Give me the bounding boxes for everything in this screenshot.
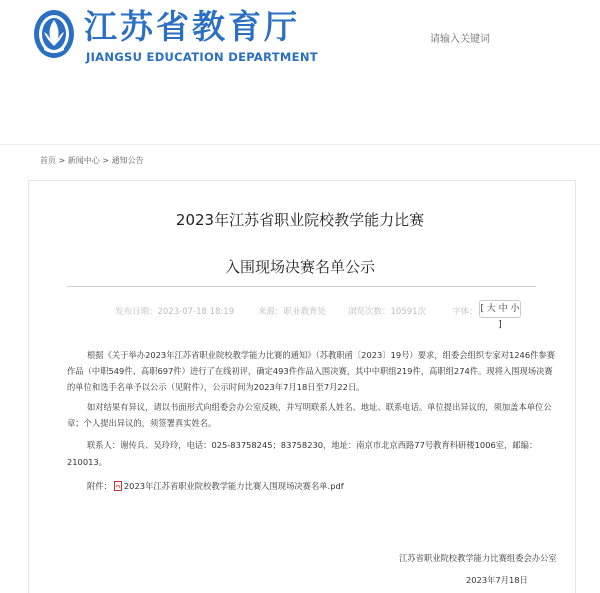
publish-date: 发布日期：2023-07-18 18:19 — [115, 307, 235, 317]
paragraph-line: 210013。 — [67, 457, 107, 467]
article-title-line1: 2023年江苏省职业院校教学能力比赛 — [175, 211, 425, 229]
attachment-label: 附件： — [87, 481, 112, 491]
view-count: 浏览次数：10591次 — [348, 307, 427, 317]
article-title-line2: 入围现场决赛名单公示 — [224, 258, 375, 276]
paragraph-line: 的单位和选手名单予以公示（见附件），公示时间为2023年7月18日至7月22日。 — [67, 382, 365, 392]
font-size-label: 字体： — [452, 307, 478, 317]
paragraph-line: 如对结果有异议，请以书面形式向组委会办公室反映，并写明联系人姓名、地址、联系电话。单位提出异议的，须加盖本单位公 — [87, 402, 552, 412]
article-source: 来源：职业教育处 — [258, 307, 327, 317]
site-subtitle: JIANGSU EDUCATION DEPARTMENT — [86, 50, 318, 64]
divider — [0, 144, 600, 145]
font-size-switcher[interactable]: [ 大 中 小 ] — [479, 300, 521, 318]
paragraph-line: 章；个人提出异议的，须签署真实姓名。 — [67, 418, 217, 428]
education-emblem-icon — [32, 8, 76, 60]
attachment-row — [87, 478, 344, 494]
site-header — [0, 0, 600, 82]
pdf-icon — [114, 481, 122, 491]
paragraph-line: 作品（中职549件、高职697件）进行了在线初评，确定493件作品入围决赛，其中中职组219件，高职组274件。现将入围现场决赛 — [67, 366, 553, 376]
signature-org: 江苏省职业院校教学能力比赛组委会办公室 — [399, 553, 557, 563]
site-title[interactable]: 江苏省教育厅 — [84, 7, 300, 46]
attachment-link[interactable]: 2023年江苏省职业院校教学能力比赛入围现场决赛名单.pdf — [123, 481, 344, 491]
paragraph-line: 联系人：谢传兵、吴玲玲，电话：025-83758245；83758230，地址：南京市北京西路77号教育科研楼1006室，邮编： — [87, 440, 538, 450]
signature-date: 2023年7月18日 — [466, 575, 528, 585]
paragraph-line: 根据《关于举办2023年江苏省职业院校教学能力比赛的通知》（苏教职函〔2023〕19号）要求，组委会组织专家对1246件参赛 — [87, 350, 556, 360]
title-divider — [67, 286, 536, 287]
search-input[interactable]: 请输入关键词 — [430, 34, 490, 45]
breadcrumb[interactable]: 首页 > 新闻中心 > 通知公告 — [40, 156, 144, 165]
